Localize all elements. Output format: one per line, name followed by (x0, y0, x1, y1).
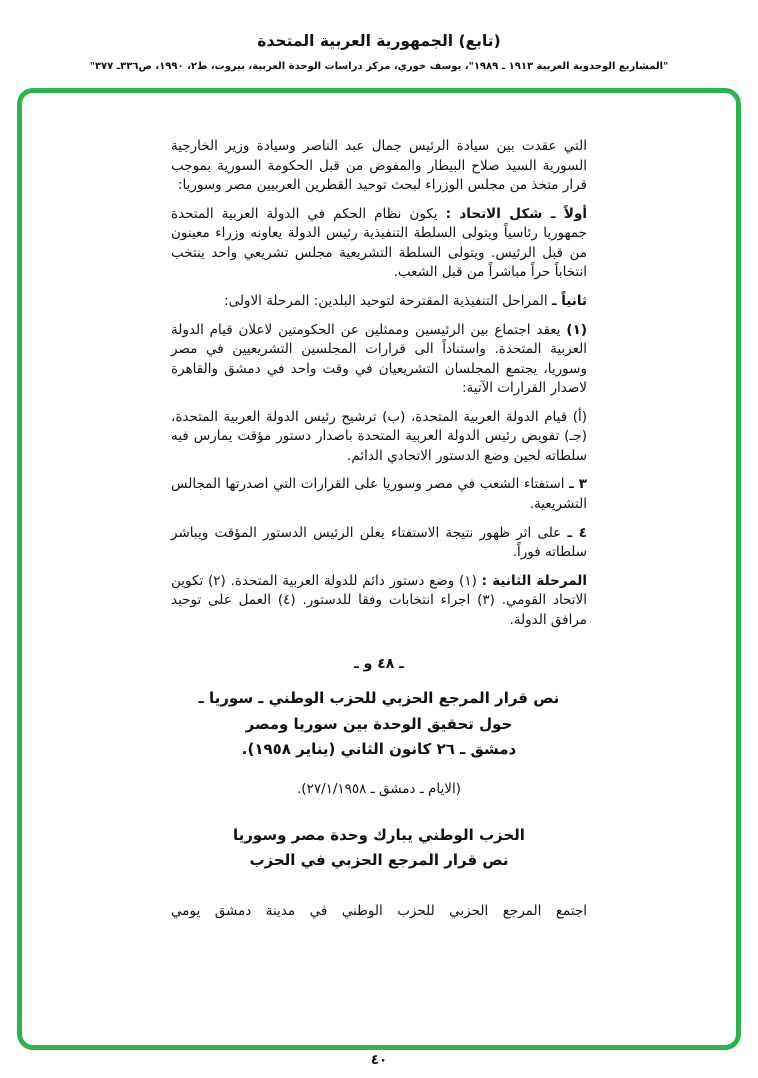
article-subheading-line: الحزب الوطني يبارك وحدة مصر وسوريا (233, 825, 525, 844)
paragraph-lead: أولاً ـ شكل الاتحاد : (445, 205, 587, 222)
content-border-box (17, 88, 741, 1050)
paragraph-lead: ٤ ـ (567, 524, 587, 541)
paragraph-text: (١) وضع دستور دائم للدولة العربية المتحدة. (٢) تكوين الاتحاد القومي. (٣) اجراء انتخابات وفقا للدستور. (٤) العمل على توحيد مرافق الدولة. (171, 572, 587, 628)
page-number: ٤٠ (370, 1052, 388, 1068)
source-citation: "المشاريع الوحدوية العربية ١٩١٣ ـ ١٩٨٩"، يوسف خوري، مركز دراسات الوحدة العربية، بيروت، ط٢، ١٩٩٠، ص٣٣٦ـ ٣٧٧" (89, 61, 669, 72)
paragraph (171, 475, 587, 514)
paragraph (171, 408, 587, 467)
paragraph (171, 137, 587, 196)
section-heading-line: حول تحقيق الوحدة بين سوريا ومصر (245, 714, 513, 733)
paragraph (171, 572, 587, 631)
paragraph (171, 524, 587, 563)
document-content (171, 93, 587, 922)
page-title: (تابع) الجمهورية العربية المتحدة (257, 32, 501, 50)
section-heading-line: نص قرار المرجع الحزبي للحزب الوطني ـ سوريا ـ (198, 689, 560, 708)
paragraph-lead: ثانياً ـ (551, 292, 587, 309)
paragraph-text: يكون نظام الحكم في الدولة العربية المتحدة جمهوريا رئاسياً ويتولى السلطة التنفيذية رئيس الدولة يعاونه وزراء معينون من قبل الرئيس. ويتولى السلطة التشريعية مجلس تشريعي واحد ينتخب انتخاباً حراً مباشراً من قبل الشعب. (171, 205, 587, 281)
paragraph-text: يعقد اجتماع بين الرئيسين وممثلين عن الحكومتين لاعلان قيام الدولة العربية المتحدة. واستناداً الى قرارات المجلسين التشريعيين في مصر وسوريا، يجتمع المجلسان التشريعيان في وقت واحد في دمشق والقاهرة لاصدار القرارات الآتية: (171, 321, 587, 397)
section-heading (171, 686, 587, 763)
paragraph-text: على اثر ظهور نتيجة الاستفتاء يعلن الرئيس الدستور المؤقت ويباشر سلطاته فوراً. (171, 524, 587, 561)
article-subheading (171, 823, 587, 873)
article-subheading-line: نص قرار المرجع الحزبي في الحزب (249, 850, 509, 869)
paragraph-lead: ٣ ـ (569, 476, 587, 493)
section-number-marker: ـ ٤٨ و ـ (353, 656, 404, 673)
document-header (0, 0, 758, 72)
paragraph (171, 205, 587, 283)
paragraph-text: استفتاء الشعب في مصر وسوريا على القرارات التي اصدرتها المجالس التشريعية. (171, 476, 587, 512)
paragraph-text: التي عقدت بين سيادة الرئيس جمال عبد الناصر وسيادة وزير الخارجية السورية السيد صلاح البيطار والمفوض من قبل الحكومة السورية بموجب قرار متخذ من مجلس الوزراء لبحث توحيد القطرين العربيين مصر وسوريا: (171, 138, 587, 194)
paragraph (171, 321, 587, 399)
newspaper-citation: (الايام ـ دمشق ـ ٢٧/١/١٩٥٨). (297, 780, 461, 797)
paragraph-text: المراحل التنفيذية المقترحة لتوحيد البلدين: المرحلة الاولى: (224, 292, 548, 309)
paragraph-lead: المرحلة الثانية : (481, 572, 588, 589)
paragraph-text: (أ) قيام الدولة العربية المتحدة، (ب) ترشيح رئيس الدولة العربية المتحدة، (جـ) تفويض رئيس الدولة العربية المتحدة باصدار دستور مؤقت يمارس فيه سلطاته لحين وضع الدستور الاتحادي الدائم. (171, 408, 587, 464)
paragraph-lead: (١) (566, 321, 587, 338)
closing-paragraph: اجتمع المرجع الحزبي للحزب الوطني في مدينة دمشق يومي (171, 903, 587, 920)
section-heading-line: دمشق ـ ٢٦ كانون الثاني (يناير ١٩٥٨). (241, 740, 517, 759)
paragraph (171, 292, 587, 312)
